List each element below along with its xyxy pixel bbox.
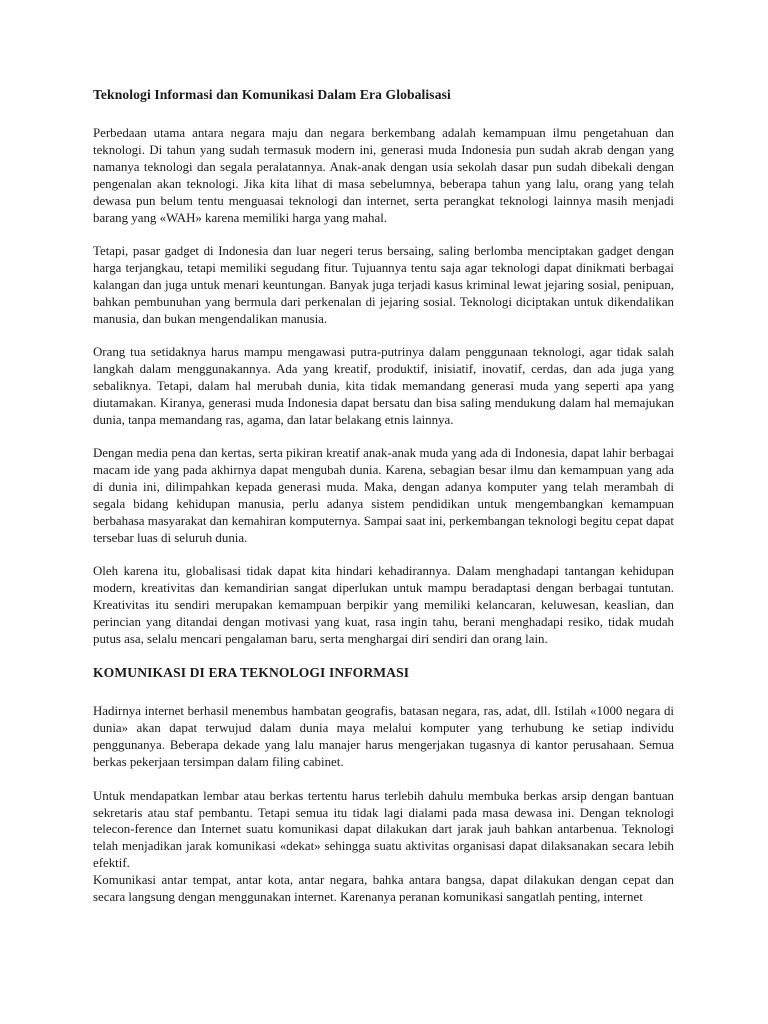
paragraph-3: Orang tua setidaknya harus mampu mengawasi putra-putrinya dalam penggunaan teknologi, agar tidak salah langkah dalam menggunakannya. Ada yang kreatif, produktif, inisiatif, inovatif, cerdas, dan ada juga yang sebaliknya. Tetapi, dalam hal merubah dunia, kita tidak memandang generasi muda yang seperti apa yang diutamakan. Kiranya, generasi muda Indonesia dapat bersatu dan bisa saling mendukung dalam hal memajukan dunia, tanpa memandang ras, agama, dan latar belakang etnis lainnya. xyxy=(93,345,674,427)
section-2-title: KOMUNIKASI DI ERA TEKNOLOGI INFORMASI xyxy=(93,665,410,681)
document-title: Teknologi Informasi dan Komunikasi Dalam Era Globalisasi xyxy=(93,87,451,102)
paragraph-4: Dengan media pena dan kertas, serta pikiran kreatif anak-anak muda yang ada di Indonesia, dapat lahir berbagai macam ide yang pada akhirnya dapat mengubah dunia. Karena, sebagian besar ilmu dan kemampuan yang ada di dunia ini, dilimpahkan kepada generasi muda. Maka, dengan adanya komputer yang telah merambah di segala bidang kehidupan manusia, perlu adanya sistem pendidikan untuk mengembangkan kemampuan berbahasa masyarakat dan kemahiran komputernya. Sampai saat ini, perkembangan teknologi begitu cepat dapat tersebar luas di seluruh dunia. xyxy=(93,446,674,545)
paragraph-7: Untuk mendapatkan lembar atau berkas tertentu harus terlebih dahulu membuka berkas arsip dengan bantuan sekretaris atau staf pembantu. Tetapi semua itu tidak lagi dialami pada masa dewasa ini. Dengan teknologi telecon-ference dan Internet suatu komunikasi dapat dilakukan dart jarak jauh bahkan antarbenua. Teknologi telah menjadikan jarak komunikasi «dekat» sehingga suatu aktivitas organisasi dapat dilaksanakan secara lebih efektif. xyxy=(93,788,674,871)
paragraph-2: Tetapi, pasar gadget di Indonesia dan luar negeri terus bersaing, saling berlomba menciptakan gadget dengan harga terjangkau, tetapi memiliki segudang fitur. Tujuannya tentu saja agar teknologi dapat dinikmati berbagai kalangan dan juga untuk menari keuntungan. Banyak juga terjadi kasus kriminal lewat jejaring sosial, penipuan, bahkan pembunuhan yang bermula dari perkenalan di jejaring sosial. Teknologi diciptakan untuk dikendalikan manusia, dan bukan mengendalikan manusia. xyxy=(93,244,674,326)
paragraph-8: Komunikasi antar tempat, antar kota, antar negara, bahka antara bangsa, dapat dilakukan dengan cepat dan secara langsung dengan menggunakan internet. Karenanya peranan komunikasi sangatlah penting, internet xyxy=(93,873,674,905)
paragraph-6: Hadirnya internet berhasil menembus hambatan geografis, batasan negara, ras, adat, dll. Istilah «1000 negara di dunia» akan dapat terwujud dalam dunia maya melalui komputer yang terhubung ke setiap individu penggunanya. Beberapa dekade yang lalu manajer harus mengerjakan tugasnya di kantor perusahaan. Semua berkas pekerjaan tersimpan dalam filing cabinet. xyxy=(93,704,674,770)
paragraph-5: Oleh karena itu, globalisasi tidak dapat kita hindari kehadirannya. Dalam menghadapi tantangan kehidupan modern, kreativitas dan kemandirian sangat diperlukan untuk mampu beradaptasi dengan berbagai tuntutan. Kreativitas itu sendiri merupakan kemampuan berpikir yang memiliki kelancaran, keluwesan, keaslian, dan perincian yang ditandai dengan motivasi yang kuat, rasa ingin tahu, berani menghadapi resiko, tidak mudah putus asa, selalu mencari pengalaman baru, serta menghargai diri sendiri dan orang lain. xyxy=(93,564,674,646)
paragraph-1: Perbedaan utama antara negara maju dan negara berkembang adalah kemampuan ilmu pengetahuan dan teknologi. Di tahun yang sudah termasuk modern ini, generasi muda Indonesia pun sudah akrab dengan yang namanya teknologi dan segala peralatannya. Anak-anak dengan usia sekolah dasar pun sudah dibekali dengan pengenalan akan teknologi. Jika kita lihat di masa sebelumnya, beberapa tahun yang lalu, orang yang telah dewasa pun belum tentu menguasai teknologi dan internet, serta perangkat teknologi lainnya masih menjadi barang yang «WAH» karena memiliki harga yang mahal. xyxy=(93,126,674,225)
document-page xyxy=(93,86,674,923)
